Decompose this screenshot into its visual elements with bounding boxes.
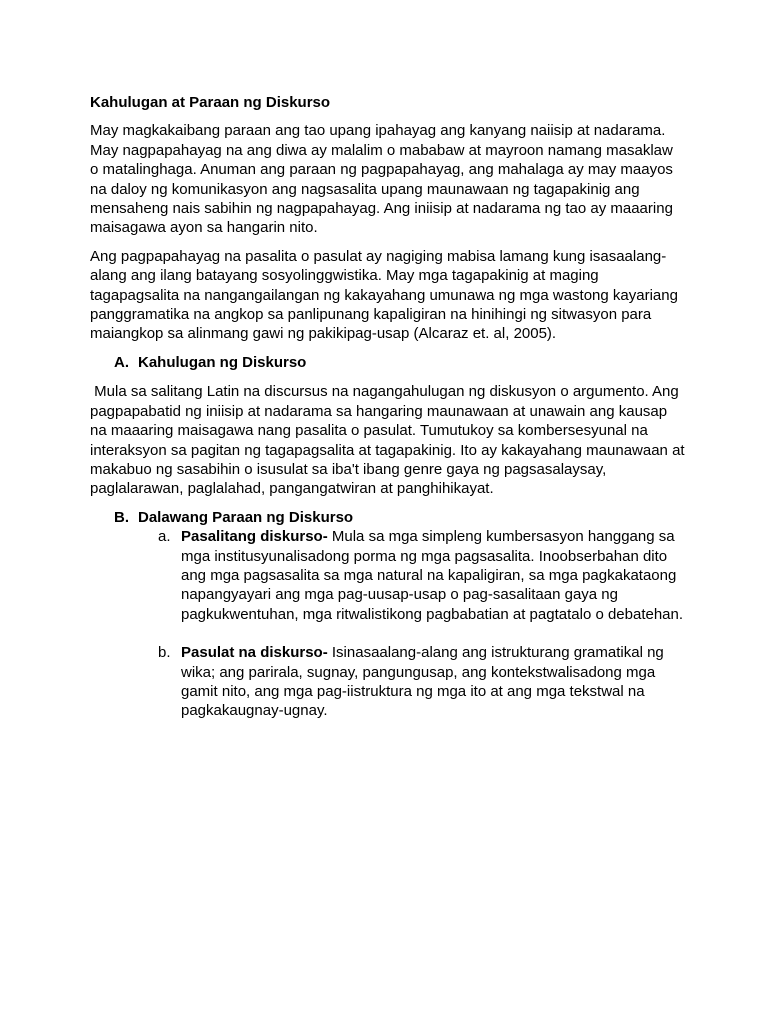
section-b-list	[90, 527, 685, 721]
intro-paragraph-1: May magkakaibang paraan ang tao upang ipahayag ang kanyang naiisip at nadarama. May nagpapahayag na ang diwa ay malalim o mababaw at mayroon namang masaklaw o matalinghaga. Anuman ang paraan ng pagpapahayag, ang mahalaga ay may maayos na daloy ng komunikasyon ang nagsasalita upang maunawaan ng tagapakinig ang mensaheng nais sabihin ng nagpapahayag. Ang iniisip at nadarama ng tao ay maaaring maisagawa ayon sa hangarin nito.	[90, 122, 673, 237]
list-item-body	[181, 527, 685, 624]
document-page	[90, 93, 689, 740]
list-item-lead: Pasulat na diskurso-	[181, 644, 328, 662]
list-item-text: Isinasaalang-alang ang istrukturang gramatikal ng wika; ang parirala, sugnay, pangungusap, ang kontekstwalisadong mga gamit nito, ang mga pag-iistruktura ng mga ito at ang mga tekstwal na pagkakaugnay-ugnay.	[181, 644, 668, 720]
section-b-title: Dalawang Paraan ng Diskurso	[138, 508, 354, 526]
section-a-marker: A.	[114, 353, 129, 371]
list-item-text: Mula sa mga simpleng kumbersasyon hanggang sa mga institusyunalisadong porma ng mga pagsasalita. Inoobserbahan dito ang mga pagsasalita sa mga natural na kapaligiran, sa mga pagkakataong napangyayari ang mga pag-uusap-usap o pag-sasalitaan gaya ng pagkukwentuhan, mga ritwalistikong pagbabatian at pagtatalo o debatehan.	[181, 528, 684, 623]
section-b-heading	[90, 508, 685, 527]
intro-paragraph-2: Ang pagpapahayag na pasalita o pasulat ay nagiging mabisa lamang kung isasaalang-alang ang ilang batayang sosyolinggwistika. May mga tagapakinig at maging tagapagsalita na nangangailangan ng kakayahang umunawa ng mga wastong kayariang panggramatika na angkop sa panlipunang kapaligiran na hinihingi ng sitwasyon para maiangkop sa alinmang gawi ng pakikipag-usap (Alcaraz et. al, 2005).	[90, 247, 678, 343]
list-item-lead: Pasalitang diskurso-	[181, 528, 328, 546]
list-item-body	[181, 643, 685, 721]
list-item-marker: a.	[158, 528, 171, 546]
section-a-title: Kahulugan ng Diskurso	[138, 353, 307, 371]
section-b-marker: B.	[114, 508, 129, 526]
list-item-marker: b.	[158, 644, 171, 662]
list-item	[90, 527, 685, 624]
document-title: Kahulugan at Paraan ng Diskurso	[90, 94, 331, 111]
section-a-heading	[90, 353, 685, 372]
section-a-paragraph: Mula sa salitang Latin na discursus na nagangahulugan ng diskusyon o argumento. Ang pagpapabatid ng iniisip at nadarama sa hangaring maunawaan at unawain ang kausap na maaaring maisagawa nang pasalita o pasulat. Tumutukoy sa kombersesyunal na interaksyon sa pagitan ng tagapagsalita at tagapakinig. Ito ay kakayahang maunawaan at makabuo ng sasabihin o isusulat sa iba't ibang genre gaya ng pagsasalaysay, paglalarawan, paglalahad, pangangatwiran at panghihikayat.	[90, 383, 689, 498]
list-item	[90, 643, 685, 721]
